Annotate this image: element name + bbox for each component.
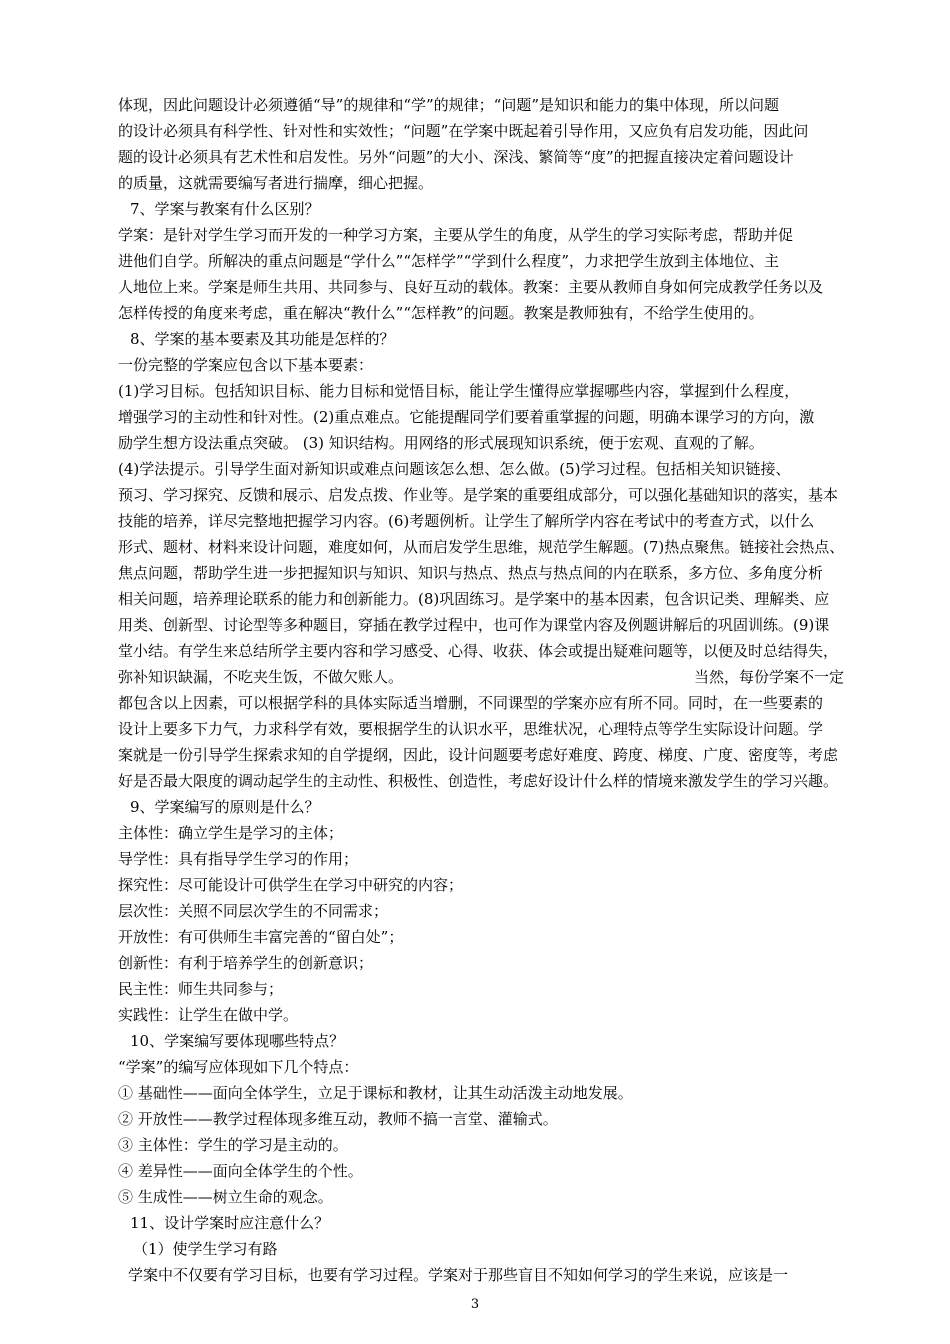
text-line: 11、设计学案时应注意什么？: [130, 1214, 330, 1232]
text-line: 探究性：尽可能设计可供学生在学习中研究的内容；: [118, 876, 464, 894]
text-line: (4)学法提示。引导学生面对新知识或难点问题该怎么想、怎么做。(5)学习过程。包括相关知识链接、: [118, 460, 791, 478]
text-line: 堂小结。有学生来总结所学主要内容和学习感受、心得、收获、体会或提出疑难问题等，以便及时总结得失，: [118, 642, 839, 660]
text-line: 预习、学习探究、反馈和展示、启发点拨、作业等。是学案的重要组成部分，可以强化基础知识的落实，基本: [118, 486, 839, 504]
text-line: 学案：是针对学生学习而开发的一种学习方案，主要从学生的角度，从学生的学习实际考虑，帮助并促: [118, 226, 794, 244]
text-line: ④ 差异性——面向全体学生的个性。: [118, 1162, 363, 1180]
text-line: 焦点问题，帮助学生进一步把握知识与知识、知识与热点、热点与热点间的内在联系，多方位、多角度分析: [118, 564, 824, 582]
text-line: 体现，因此问题设计必须遵循“导”的规律和“学”的规律；“问题”是知识和能力的集中体现，所以问题: [118, 96, 780, 114]
text-line: 怎样传授的角度来考虑，重在解决“教什么”“怎样教”的问题。教案是教师独有，不给学生使用的。: [118, 304, 764, 322]
text-line: 案就是一份引导学生探索求知的自学提纲，因此，设计问题要考虑好难度、跨度、梯度、广度、密度等，考虑: [118, 746, 839, 764]
text-line: 题的设计必须具有艺术性和启发性。另外“问题”的大小、深浅、繁简等“度”的把握直接决定着问题设计: [118, 148, 794, 166]
text-line: 8、学案的基本要素及其功能是怎样的？: [130, 330, 395, 348]
text-line: 民主性：师生共同参与；: [118, 980, 284, 998]
text-line: 都包含以上因素，可以根据学科的具体实际适当增删，不同课型的学案亦应有所不同。同时，在一些要素的: [118, 694, 824, 712]
text-line: 励学生想方设法重点突破。 (3) 知识结构。用网络的形式展现知识系统，便于宏观、直观的了解。: [118, 434, 764, 452]
text-line: 人地位上来。学案是师生共用、共同参与、良好互动的载体。教案：主要从教师自身如何完成教学任务以及: [118, 278, 824, 296]
text-line: 增强学习的主动性和针对性。(2)重点难点。它能提醒同学们要着重掌握的问题，明确本课学习的方向，激: [118, 408, 815, 426]
text-line: 相关问题，培养理论联系的能力和创新能力。(8)巩固练习。是学案中的基本因素，包含识记类、理解类、应: [118, 590, 830, 608]
text-line: （1）使学生学习有路: [133, 1240, 278, 1258]
text-line: 技能的培养，详尽完整地把握学习内容。(6)考题例析。让学生了解所学内容在考试中的考查方式，以什么: [118, 512, 815, 530]
text-line: 开放性：有可供师生丰富完善的“留白处”；: [118, 928, 404, 946]
text-line: ① 基础性——面向全体学生，立足于课标和教材，让其生动活泼主动地发展。: [118, 1084, 633, 1102]
text-line: 学案中不仅要有学习目标，也要有学习过程。学案对于那些盲目不知如何学习的学生来说，应该是一: [128, 1266, 789, 1284]
text-line: 7、学案与教案有什么区别？: [130, 200, 320, 218]
text-line: 当然，每份学案不一定: [694, 668, 845, 686]
text-line: ③ 主体性：学生的学习是主动的。: [118, 1136, 348, 1154]
text-line: 导学性：具有指导学生学习的作用；: [118, 850, 359, 868]
text-line: 好是否最大限度的调动起学生的主动性、积极性、创造性，考虑好设计什么样的情境来激发学生的学习兴趣。: [118, 772, 839, 790]
text-line: 的设计必须具有科学性、针对性和实效性；“问题”在学案中既起着引导作用，又应负有启发功能，因此问: [118, 122, 809, 140]
text-line: 10、学案编写要体现哪些特点？: [130, 1032, 345, 1050]
text-line: 创新性：有利于培养学生的创新意识；: [118, 954, 374, 972]
text-line: (1)学习目标。包括知识目标、能力目标和觉悟目标，能让学生懂得应掌握哪些内容，掌握到什么程度，: [118, 382, 800, 400]
text-line: ② 开放性——教学过程体现多维互动，教师不搞一言堂、灌输式。: [118, 1110, 558, 1128]
text-line: 的质量，这就需要编写者进行揣摩，细心把握。: [118, 174, 434, 192]
text-line: 层次性：关照不同层次学生的不同需求；: [118, 902, 389, 920]
text-line: 设计上要多下力气，力求科学有效，要根据学生的认识水平，思维状况，心理特点等学生实际设计问题。学: [118, 720, 824, 738]
text-line: ⑤ 生成性——树立生命的观念。: [118, 1188, 333, 1206]
text-line: 主体性：确立学生是学习的主体；: [118, 824, 344, 842]
text-line: 形式、题材、材料来设计问题，难度如何，从而启发学生思维，规范学生解题。(7)热点聚焦。链接社会热点、: [118, 538, 845, 556]
text-line: 进他们自学。所解决的重点问题是“学什么”“怎样学”“学到什么程度”，力求把学生放到主体地位、主: [118, 252, 780, 270]
text-line: 用类、创新型、讨论型等多种题目，穿插在教学过程中，也可作为课堂内容及例题讲解后的巩固训练。(9)课: [118, 616, 830, 634]
text-line: 9、学案编写的原则是什么？: [130, 798, 320, 816]
text-line: 一份完整的学案应包含以下基本要素：: [118, 356, 374, 374]
text-line: “学案”的编写应体现如下几个特点：: [118, 1058, 359, 1076]
text-line: 实践性：让学生在做中学。: [118, 1006, 299, 1024]
text-line: 弥补知识缺漏，不吃夹生饭，不做欠账人。: [118, 668, 404, 686]
page-number: 3: [470, 1297, 480, 1312]
